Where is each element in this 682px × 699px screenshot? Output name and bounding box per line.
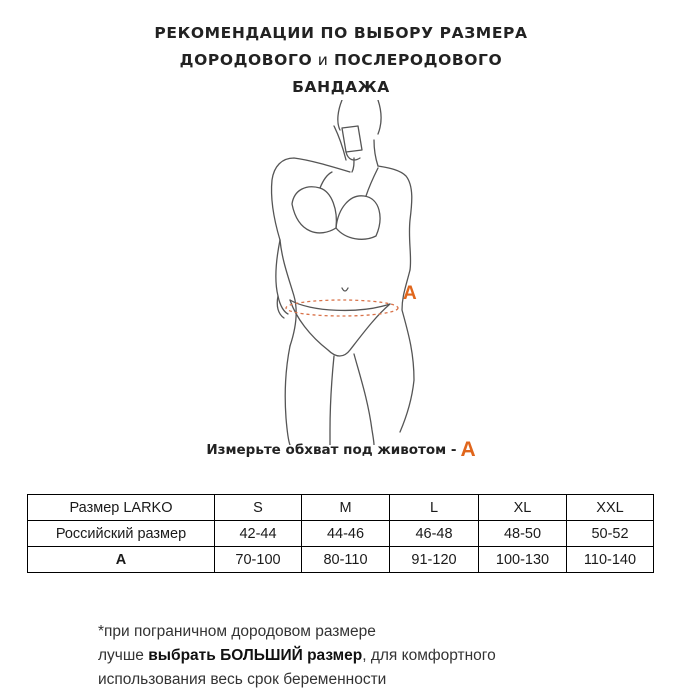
table-cell: 42-44 <box>215 521 302 547</box>
measure-instruction <box>0 438 682 462</box>
table-row <box>28 495 654 521</box>
body-outline-illustration-icon <box>250 100 450 445</box>
title-line-2 <box>0 47 682 74</box>
size-table <box>27 494 654 573</box>
table-cell: XXL <box>567 495 654 521</box>
table-cell: M <box>302 495 390 521</box>
footnote-line-1: *при пограничном дородовом размере <box>98 623 376 640</box>
table-cell: 44-46 <box>302 521 390 547</box>
table-cell: L <box>390 495 479 521</box>
footnote-line-3: использования весь срок беременности <box>98 671 387 688</box>
table-cell: 80-110 <box>302 547 390 573</box>
table-cell: 70-100 <box>215 547 302 573</box>
measurement-marker-a: A <box>403 283 417 304</box>
table-cell: 110-140 <box>567 547 654 573</box>
table-cell: 91-120 <box>390 547 479 573</box>
table-cell: 50-52 <box>567 521 654 547</box>
table-row <box>28 521 654 547</box>
footnote-pre: лучше <box>98 647 149 664</box>
table-cell: XL <box>479 495 567 521</box>
instruction-marker-a: A <box>460 438 476 461</box>
title-postnatal: ПОСЛЕРОДОВОГО <box>333 51 503 69</box>
title-line-3: БАНДАЖА <box>292 78 390 96</box>
table-cell: Размер LARKO <box>28 495 215 521</box>
footnote <box>98 620 658 692</box>
table-cell: A <box>28 547 215 573</box>
table-cell: Российский размер <box>28 521 215 547</box>
table-row <box>28 547 654 573</box>
title-line-1: РЕКОМЕНДАЦИИ ПО ВЫБОРУ РАЗМЕРА <box>154 24 528 42</box>
table-cell: S <box>215 495 302 521</box>
table-cell: 46-48 <box>390 521 479 547</box>
footnote-emphasis: выбрать БОЛЬШИЙ размер <box>148 647 363 664</box>
title-and: и <box>312 51 334 69</box>
footnote-line-2 <box>98 644 658 668</box>
instruction-text: Измерьте обхват под животом - <box>206 442 457 458</box>
footnote-post: , для комфортного <box>362 647 496 664</box>
table-cell: 48-50 <box>479 521 567 547</box>
page-title <box>0 20 682 101</box>
table-cell: 100-130 <box>479 547 567 573</box>
title-prenatal: ДОРОДОВОГО <box>179 51 313 69</box>
